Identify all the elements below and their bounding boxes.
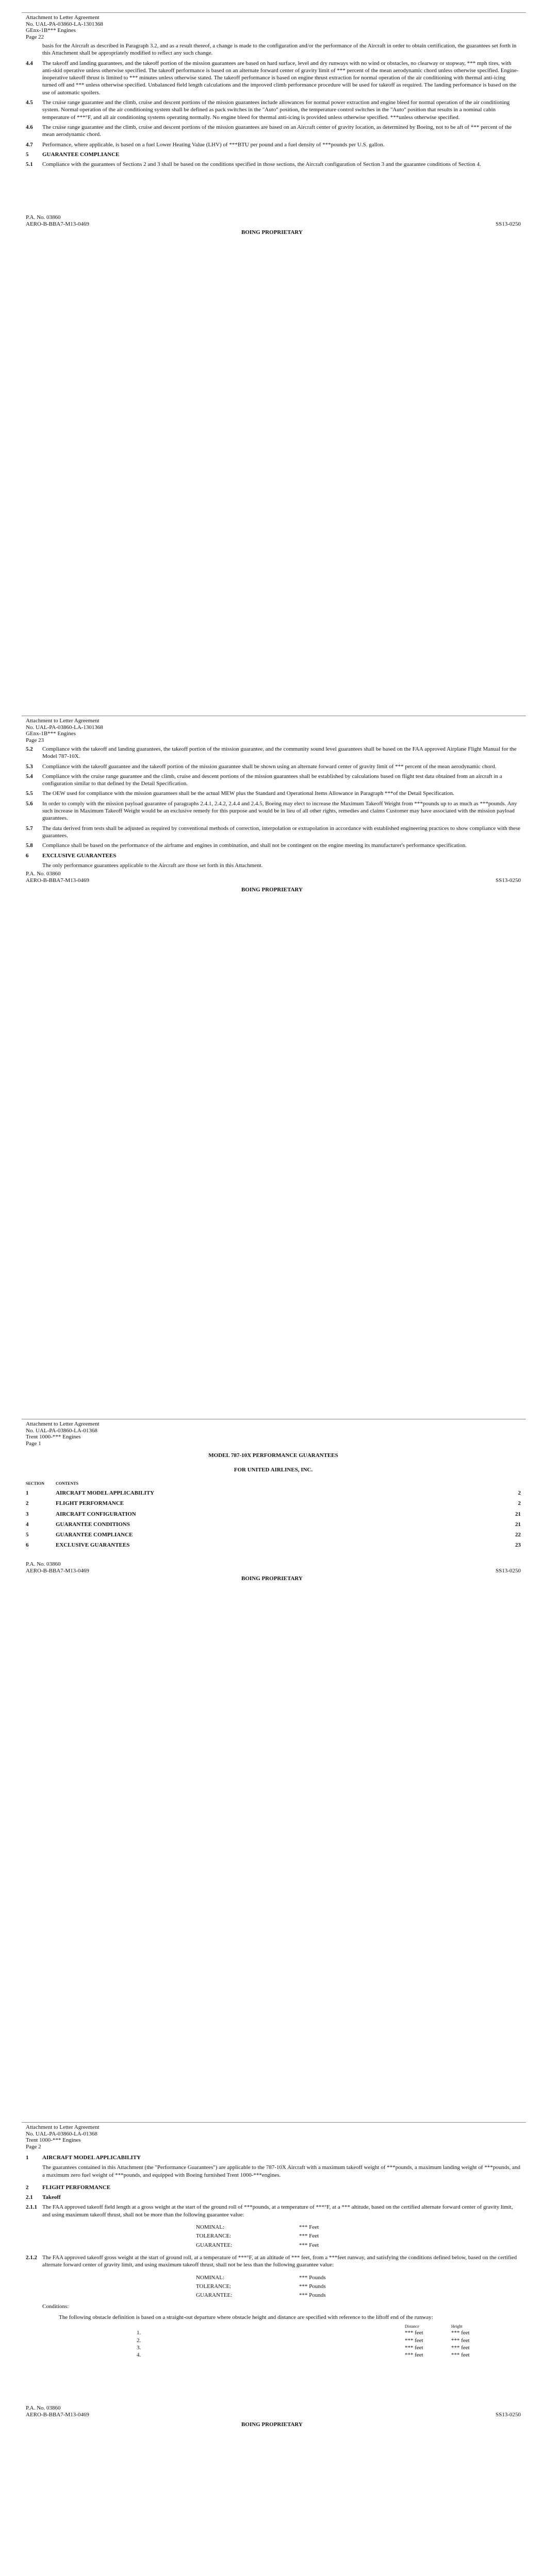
guarantee-values: NOMINAL: *** Pounds TOLERANCE: *** Pounds GUARANTEE: *** Pounds — [196, 2274, 326, 2299]
header-line: Attachment to Letter Agreement — [26, 1421, 100, 1427]
section-paragraph: 5.6 In order to comply with the mission payload guarantee of paragraphs 2.4.1, 2.4.2, 2.4.4 and 2.4.5, Boeing may elect to increase the Maximum Takeoff Weight from ***pounds up to as much as ***pounds. Any such increase in Maximum Takeoff Weight would be an exclusive remedy for this purpose and would be in lieu of all other rights, remedies and claims Customer may have associated with the mission payload guarantees. — [26, 800, 517, 822]
header-line: Trent 1000-*** Engines — [26, 1434, 81, 1440]
section-paragraph: The only performance guarantees applicable to the Aircraft are those set forth in this Attachment. — [42, 862, 263, 869]
toc-row: 4 GUARANTEE CONDITIONS 21 — [26, 1521, 521, 1528]
page-body — [26, 745, 521, 872]
subsection-heading: 2.1 Takeoff — [26, 2194, 61, 2201]
section-paragraph: 4.6 The cruise range guarantee and the climb, cruise and descent portions of the mission guarantees are based on an Aircraft center of gravity location, as determined by Boeing, not to be aft of *** percent of the mean aerodynamic chord. — [26, 124, 512, 138]
section-paragraph: 4.5 The cruise range guarantee and the climb, cruise and descent portions of the mission guarantees include allowances for normal power extraction and engine bleed for normal operation of the air conditioning system. Normal operation of the air conditioning system shall be defined as pack switches in the "Auto" position, the temperature control switches in the "Auto" position that results in a nominal cabin temperature of ***°F, and all air conditioning systems operating normally. No engine bleed for thermal anti-icing is provided unless otherwise specified. ***unless otherwise specified. — [26, 99, 510, 121]
header-line: No. UAL-PA-03860-LA-1301368 — [26, 21, 103, 27]
page-footer: P.A. No. 03860 AERO-B-BBA7-M13-0469 SS13-0250 — [26, 871, 521, 884]
page-footer: P.A. No. 03860 AERO-B-BBA7-M13-0469 SS13-0250 — [26, 214, 521, 227]
obstacle-row: 1. *** feet *** feet — [137, 2330, 470, 2336]
obstacle-row: 3. *** feet *** feet — [137, 2345, 470, 2351]
page-22 — [0, 0, 544, 703]
section-paragraph: The guarantees contained in this Attachment (the "Performance Guarantees") are applicable to the 787-10X Aircraft with a maximum takeoff weight of ***pounds, a maximum landing weight of ***pounds, and a maximum zero fuel weight of ***pounds, and equipped with Boeing furnished Trent 1000-***engines. — [42, 2164, 521, 2178]
section-paragraph: 5.3 Compliance with the takeoff guarantee and the takeoff portion of the mission guarantee shall be shown using an alternate forward center of gravity limit of *** percent of the mean aerodynamic chord. — [26, 763, 497, 770]
page-header — [26, 2124, 100, 2150]
page-footer: P.A. No. 03860 AERO-B-BBA7-M13-0469 SS13-0250 — [26, 2405, 521, 2418]
page-2 — [0, 2110, 544, 2576]
conditions-text: The following obstacle definition is based on a straight-out departure where obstacle height and distance are specified with reference to the liftoff end of the runway: — [59, 2314, 433, 2320]
document-title: MODEL 787-10X PERFORMANCE GUARANTEES — [208, 1452, 338, 1459]
header-line: No. UAL-PA-03860-LA-01368 — [26, 2130, 97, 2137]
toc-row: 2 FLIGHT PERFORMANCE 2 — [26, 1500, 521, 1507]
conditions-label: Conditions: — [42, 2303, 69, 2310]
page-body — [26, 42, 521, 171]
header-line: Attachment to Letter Agreement — [26, 718, 100, 724]
section-paragraph: basis for the Aircraft as described in Paragraph 3.2, and as a result thereof, a change is made to the configuration and/or the performance of the Aircraft in order to obtain certification, the guarantees set forth in this Attachment shall be appropriately modified to reflect any such change. — [42, 43, 517, 57]
header-line: Page 1 — [26, 1440, 41, 1447]
page-footer: P.A. No. 03860 AERO-B-BBA7-M13-0469 SS13-0250 — [26, 1561, 521, 1574]
obstacle-table-header: Distance Height — [405, 2324, 463, 2329]
section-paragraph: 5.5 The OEW used for compliance with the mission guarantees shall be the actual MEW plus the Standard and Operational Items Allowance in Paragraph ***of the Detail Specification. — [26, 790, 454, 797]
toc-row: 3 AIRCRAFT CONFIGURATION 21 — [26, 1511, 521, 1517]
header-line: Attachment to Letter Agreement — [26, 14, 100, 21]
section-paragraph: 5.2 Compliance with the takeoff and landing guarantees, the takeoff portion of the mission guarantee, and the community sound level guarantees shall be based on the FAA approved Airplane Flight Manual for the Model 787-10X. — [26, 746, 517, 760]
proprietary-mark: BOING PROPRIETARY — [241, 1575, 303, 1582]
section-paragraph: 4.7 Performance, where applicable, is based on a fuel Lower Heating Value (LHV) of ***BTU per pound and a fuel density of ***pounds per U.S. gallon. — [26, 141, 385, 148]
section-heading: 2 FLIGHT PERFORMANCE — [26, 2184, 111, 2191]
section-paragraph: 4.4 The takeoff and landing guarantees, and the takeoff portion of the mission guarantees are based on hard surface, level and dry runways with no wind or obstacles, no clearway or stopway, *** mph tires, with anti-skid operative unless otherwise specified. The takeoff performance is based on an alternate forward center of gravity limit of *** percent of the mean aerodynamic chord unless otherwise specified. Engine-inoperative takeoff thrust is limited to *** minutes unless otherwise stated. The takeoff performance is based on engine thrust extraction for normal operation of the air conditioning with thermal anti-icing turned off and *** unless otherwise specified. Unbalanced field length calculations and the improved climb performance procedure will be used for takeoff as required. The landing performance is based on the use of automatic spoilers. — [26, 60, 519, 96]
section-paragraph: 5.1 Compliance with the guarantees of Sections 2 and 3 shall be based on the conditions specified in those sections, the Aircraft configuration of Section 3 and the guarantee conditions of Section 4. — [26, 161, 481, 168]
section-paragraph: 2.1.2 The FAA approved takeoff gross weight at the start of ground roll, at a temperature of ***°F, at an altitude of *** feet, from a ***feet runway, and satisfying the conditions defined below, based on the certified alternate forward center of gravity limit, and using maximum takeoff thrust, shall not be less than the following guarantee value: — [26, 2254, 517, 2268]
header-line: Page 2 — [26, 2143, 41, 2150]
page-top-rule — [22, 12, 526, 13]
header-line: GEnx-1B*** Engines — [26, 731, 76, 737]
document-subtitle: FOR UNITED AIRLINES, INC. — [234, 1467, 313, 1473]
section-paragraph: 5.7 The data derived from tests shall be adjusted as required by conventional methods of correction, interpolation or extrapolation in accordance with established engineering practices to show compliance with these guarantees. — [26, 825, 521, 839]
guarantee-values: NOMINAL: *** Feet TOLERANCE: *** Feet GUARANTEE: *** Feet — [196, 2224, 319, 2248]
proprietary-mark: BOING PROPRIETARY — [241, 229, 303, 235]
page-top-rule — [22, 2122, 526, 2123]
section-paragraph: 2.1.1 The FAA approved takeoff field length at a gross weight at the start of the ground roll of ***pounds, at a temperature of ***°F, at a *** altitude, based on the certified alternate forward center of gravity limit, and using maximum takeoff thrust, shall not be more than the following guarantee value: — [26, 2204, 513, 2218]
section-heading: 5 GUARANTEE COMPLIANCE — [26, 151, 120, 158]
header-line: GEnx-1B*** Engines — [26, 27, 76, 33]
section-heading: 1 AIRCRAFT MODEL APPLICABILITY — [26, 2155, 141, 2161]
header-line: Page 23 — [26, 737, 44, 743]
page-header — [26, 718, 103, 743]
header-line: No. UAL-PA-03860-LA-1301368 — [26, 724, 103, 731]
page-body — [26, 2154, 521, 2359]
toc-header: SECTION CONTENTS — [26, 1481, 79, 1486]
page-header — [26, 14, 103, 40]
page-1 — [0, 1406, 544, 2110]
header-line: No. UAL-PA-03860-LA-01368 — [26, 1427, 97, 1434]
section-heading: 6 EXCLUSIVE GUARANTEES — [26, 852, 117, 859]
table-of-contents — [26, 1481, 521, 1549]
page-23 — [0, 703, 544, 1406]
proprietary-mark: BOING PROPRIETARY — [241, 887, 303, 893]
proprietary-mark: BOING PROPRIETARY — [241, 2421, 303, 2428]
toc-row: 6 EXCLUSIVE GUARANTEES 23 — [26, 1542, 521, 1549]
header-line: Attachment to Letter Agreement — [26, 2124, 100, 2130]
header-line: Trent 1000-*** Engines — [26, 2137, 81, 2143]
toc-row: 5 GUARANTEE COMPLIANCE 22 — [26, 1532, 521, 1538]
page-header — [26, 1421, 100, 1447]
header-line: Page 22 — [26, 33, 44, 40]
obstacle-table — [137, 2324, 521, 2359]
obstacle-row: 4. *** feet *** feet — [137, 2352, 470, 2359]
obstacle-row: 2. *** feet *** feet — [137, 2337, 470, 2344]
toc-row: 1 AIRCRAFT MODEL APPLICABILITY 2 — [26, 1489, 521, 1496]
section-paragraph: 5.4 Compliance with the cruise range guarantee and the climb, cruise and descent portions of the mission guarantees shall be established by calculations based on flight test data obtained from an aircraft in a configuration similar to that defined by the Detail Specification. — [26, 773, 502, 787]
section-paragraph: 5.8 Compliance shall be based on the performance of the airframe and engines in combination, and shall not be contingent on the engine meeting its manufacturer's performance specification. — [26, 842, 467, 849]
page-body — [26, 1452, 521, 1552]
